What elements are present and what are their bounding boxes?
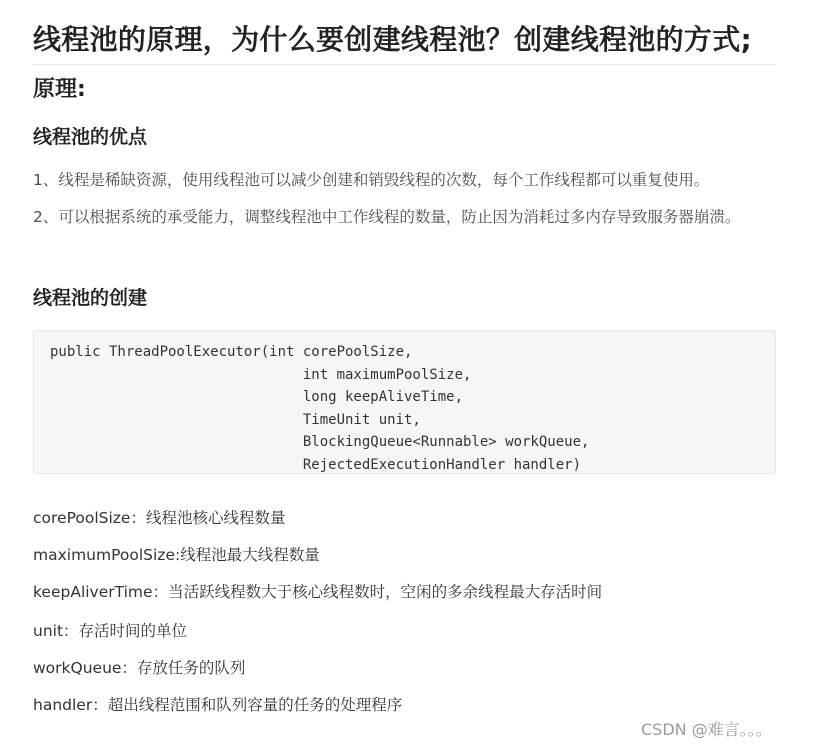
- param-description: handler：超出线程范围和队列容量的任务的处理程序: [33, 696, 403, 714]
- subsection-heading-creation: 线程池的创建: [33, 287, 148, 309]
- advantage-paragraph: 2、可以根据系统的承受能力，调整线程池中工作线程的数量，防止因为消耗过多内存导致服务器崩溃。: [33, 208, 741, 226]
- csdn-watermark: CSDN @难言。。。: [641, 720, 772, 739]
- section-heading-principle: 原理:: [33, 77, 86, 102]
- article-title: 线程池的原理，为什么要创建线程池？创建线程池的方式;: [33, 20, 776, 65]
- param-description: keepAliverTime：当活跃线程数大于核心线程数时，空闲的多余线程最大存活时间: [33, 583, 603, 601]
- subsection-heading-advantages: 线程池的优点: [33, 126, 148, 148]
- code-block: public ThreadPoolExecutor(int corePoolSize, int maximumPoolSize, long keepAliveTime, TimeUnit unit, BlockingQueue<Runnable> workQueue, RejectedExecutionHandler handler): [33, 330, 776, 474]
- param-description: unit：存活时间的单位: [33, 622, 188, 640]
- param-description: workQueue：存放任务的队列: [33, 659, 246, 677]
- param-description: maximumPoolSize:线程池最大线程数量: [33, 546, 320, 564]
- param-description: corePoolSize：线程池核心线程数量: [33, 509, 286, 527]
- advantage-paragraph: 1、线程是稀缺资源，使用线程池可以减少创建和销毁线程的次数，每个工作线程都可以重复使用。: [33, 171, 710, 189]
